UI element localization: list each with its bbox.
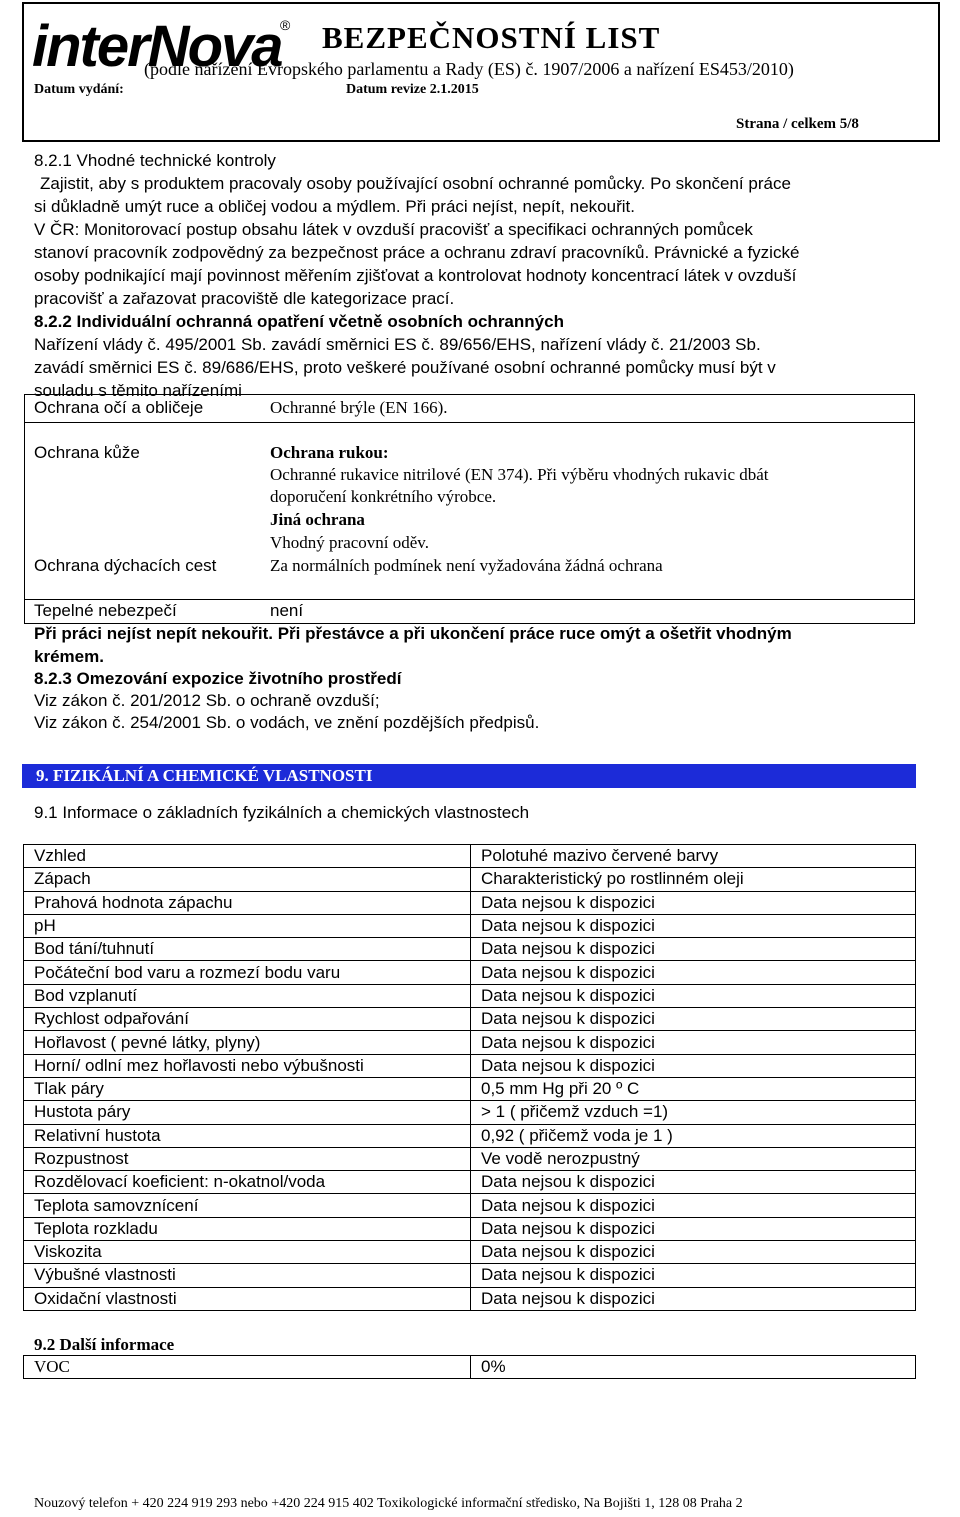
property-value: Data nejsou k dispozici <box>471 891 916 914</box>
hand-protection-text: Ochranné rukavice nitrilové (EN 374). Při výběru vhodných rukavic dbát <box>270 465 769 484</box>
property-label: Vzhled <box>24 845 471 868</box>
body-line: si důkladně umýt ruce a obličej vodou a mýdlem. Při práci nejíst, nepít, nekouřit. <box>34 197 635 216</box>
page-counter: Strana / celkem 5/8 <box>736 116 859 132</box>
respiratory-protection-value: Za normálních podmínek není vyžadována žádná ochrana <box>270 556 663 575</box>
property-label: Oxidační vlastnosti <box>24 1287 471 1310</box>
body-line: Viz zákon č. 254/2001 Sb. o vodách, ve znění pozdějších předpisů. <box>34 713 540 732</box>
property-value: Data nejsou k dispozici <box>471 1241 916 1264</box>
property-value: Data nejsou k dispozici <box>471 1031 916 1054</box>
property-label: Horní/ odlní mez hořlavosti nebo výbušnosti <box>24 1054 471 1077</box>
work-note: Při práci nejíst nepít nekouřit. Při přestávce a při ukončení práce ruce omýt a ošetřit vhodným <box>34 624 792 643</box>
respiratory-protection-label: Ochrana dýchacích cest <box>34 556 217 575</box>
table-row <box>24 891 916 914</box>
property-label: Bod vzplanutí <box>24 984 471 1007</box>
body-line: Zajistit, aby s produktem pracovaly osoby používající osobní ochranné pomůcky. Po skončení práce <box>40 174 791 193</box>
property-label: Prahová hodnota zápachu <box>24 891 471 914</box>
property-value: Data nejsou k dispozici <box>471 914 916 937</box>
property-value: Data nejsou k dispozici <box>471 1008 916 1031</box>
table-row <box>24 1101 916 1124</box>
thermal-hazard-label: Tepelné nebezpečí <box>34 601 177 620</box>
property-label: Relativní hustota <box>24 1124 471 1147</box>
section-9-1-heading: 9.1 Informace o základních fyzikálních a chemických vlastnostech <box>34 803 530 822</box>
body-line: Viz zákon č. 201/2012 Sb. o ochraně ovzduší; <box>34 691 380 710</box>
table-row <box>24 1124 916 1147</box>
property-label: Tlak páry <box>24 1077 471 1100</box>
table-row <box>24 914 916 937</box>
property-label: Rozdělovací koeficient: n-okatnol/voda <box>24 1171 471 1194</box>
logo-text: interNova <box>32 14 282 72</box>
property-value: Ve vodě nerozpustný <box>471 1147 916 1170</box>
other-protection-heading: Jiná ochrana <box>270 510 365 529</box>
table-row <box>24 1171 916 1194</box>
property-label: Rychlost odpařování <box>24 1008 471 1031</box>
voc-value: 0% <box>471 1356 916 1379</box>
property-value: Data nejsou k dispozici <box>471 1264 916 1287</box>
property-value: Data nejsou k dispozici <box>471 1217 916 1240</box>
voc-table <box>23 1355 916 1379</box>
section-8-2-1-heading: 8.2.1 Vhodné technické kontroly <box>34 151 276 170</box>
table-row <box>24 845 916 868</box>
footer-emergency-contact: Nouzový telefon + 420 224 919 293 nebo +420 224 915 402 Toxikologické informační středisko, Na Bojišti 1, 128 08 Praha 2 <box>34 1496 743 1511</box>
property-value: Charakteristický po rostlinném oleji <box>471 868 916 891</box>
property-value: Data nejsou k dispozici <box>471 984 916 1007</box>
body-line: Nařízení vlády č. 495/2001 Sb. zavádí směrnici ES č. 89/656/EHS, nařízení vlády č. 21/2003 Sb. <box>34 335 761 354</box>
table-divider <box>25 422 914 423</box>
section-8-2-2-heading: 8.2.2 Individuální ochranná opatření včetně osobních ochranných <box>34 312 564 331</box>
property-label: Výbušné vlastnosti <box>24 1264 471 1287</box>
hand-protection-heading: Ochrana rukou: <box>270 443 389 462</box>
hand-protection-text: doporučení konkrétního výrobce. <box>270 487 497 506</box>
table-row <box>24 1264 916 1287</box>
table-row <box>24 1054 916 1077</box>
thermal-hazard-value: není <box>270 601 304 620</box>
property-label: Hustota páry <box>24 1101 471 1124</box>
table-row <box>24 961 916 984</box>
voc-label: VOC <box>24 1356 471 1379</box>
table-row <box>24 1217 916 1240</box>
table-row <box>24 1077 916 1100</box>
property-value: Data nejsou k dispozici <box>471 1194 916 1217</box>
property-label: Rozpustnost <box>24 1147 471 1170</box>
body-line: zavádí směrnici ES č. 89/686/EHS, proto veškeré používané osobní ochranné pomůcky musí být v <box>34 358 776 377</box>
body-line: V ČR: Monitorovací postup obsahu látek v ovzduší pracovišť a specifikaci ochranných pomůcek <box>34 220 753 239</box>
table-row <box>24 1356 916 1379</box>
property-label: pH <box>24 914 471 937</box>
body-line: osoby podnikající mají povinnost měřením zjišťovat a kontrolovat hodnoty koncentrací látek v ovzduší <box>34 266 797 285</box>
other-protection-text: Vhodný pracovní oděv. <box>270 533 429 552</box>
document-title: BEZPEČNOSTNÍ LIST <box>322 20 661 55</box>
eye-protection-value: Ochranné brýle (EN 166). <box>270 398 448 417</box>
table-row <box>24 1031 916 1054</box>
table-row <box>24 1194 916 1217</box>
regulation-reference: (podle nařízení Evropského parlamentu a Rady (ES) č. 1907/2006 a nařízení ES453/2010) <box>144 59 794 79</box>
property-value: Data nejsou k dispozici <box>471 938 916 961</box>
property-value: Polotuhé mazivo červené barvy <box>471 845 916 868</box>
property-value: 0,92 ( přičemž voda je 1 ) <box>471 1124 916 1147</box>
property-label: Zápach <box>24 868 471 891</box>
table-row <box>24 1241 916 1264</box>
properties-table <box>23 844 916 1311</box>
body-line: stanoví pracovník zodpovědný za bezpečnost práce a ochranu zdraví pracovníků. Právnické a fyzické <box>34 243 800 262</box>
property-value: 0,5 mm Hg při 20 º C <box>471 1077 916 1100</box>
property-value: Data nejsou k dispozici <box>471 1054 916 1077</box>
revision-date: Datum revize 2.1.2015 <box>346 82 479 97</box>
section-9-2-heading: 9.2 Další informace <box>34 1335 175 1354</box>
document-header <box>22 2 940 142</box>
table-row <box>24 1147 916 1170</box>
property-value: Data nejsou k dispozici <box>471 1287 916 1310</box>
property-label: Viskozita <box>24 1241 471 1264</box>
property-value: > 1 ( přičemž vzduch =1) <box>471 1101 916 1124</box>
section-9-title: 9. FIZIKÁLNÍ A CHEMICKÉ VLASTNOSTI <box>36 766 373 785</box>
table-row <box>24 1008 916 1031</box>
table-row <box>24 1287 916 1310</box>
svg-text:®: ® <box>280 17 291 33</box>
skin-protection-label: Ochrana kůže <box>34 443 140 462</box>
eye-protection-label: Ochrana očí a obličeje <box>34 398 204 417</box>
section-8-2-3-heading: 8.2.3 Omezování expozice životního prostředí <box>34 669 402 688</box>
body-line: souladu s těmito nařízeními <box>34 381 242 400</box>
table-row <box>24 984 916 1007</box>
property-label: Teplota rozkladu <box>24 1217 471 1240</box>
table-row <box>24 868 916 891</box>
body-line: pracovišť a zařazovat pracoviště dle kategorizace prací. <box>34 289 455 308</box>
property-label: Počáteční bod varu a rozmezí bodu varu <box>24 961 471 984</box>
ppe-table <box>24 394 915 624</box>
work-note: krémem. <box>34 647 104 666</box>
table-row <box>24 938 916 961</box>
property-label: Teplota samovznícení <box>24 1194 471 1217</box>
property-label: Bod tání/tuhnutí <box>24 938 471 961</box>
property-label: Hořlavost ( pevné látky, plyny) <box>24 1031 471 1054</box>
property-value: Data nejsou k dispozici <box>471 961 916 984</box>
issue-date-label: Datum vydání: <box>34 82 124 97</box>
property-value: Data nejsou k dispozici <box>471 1171 916 1194</box>
